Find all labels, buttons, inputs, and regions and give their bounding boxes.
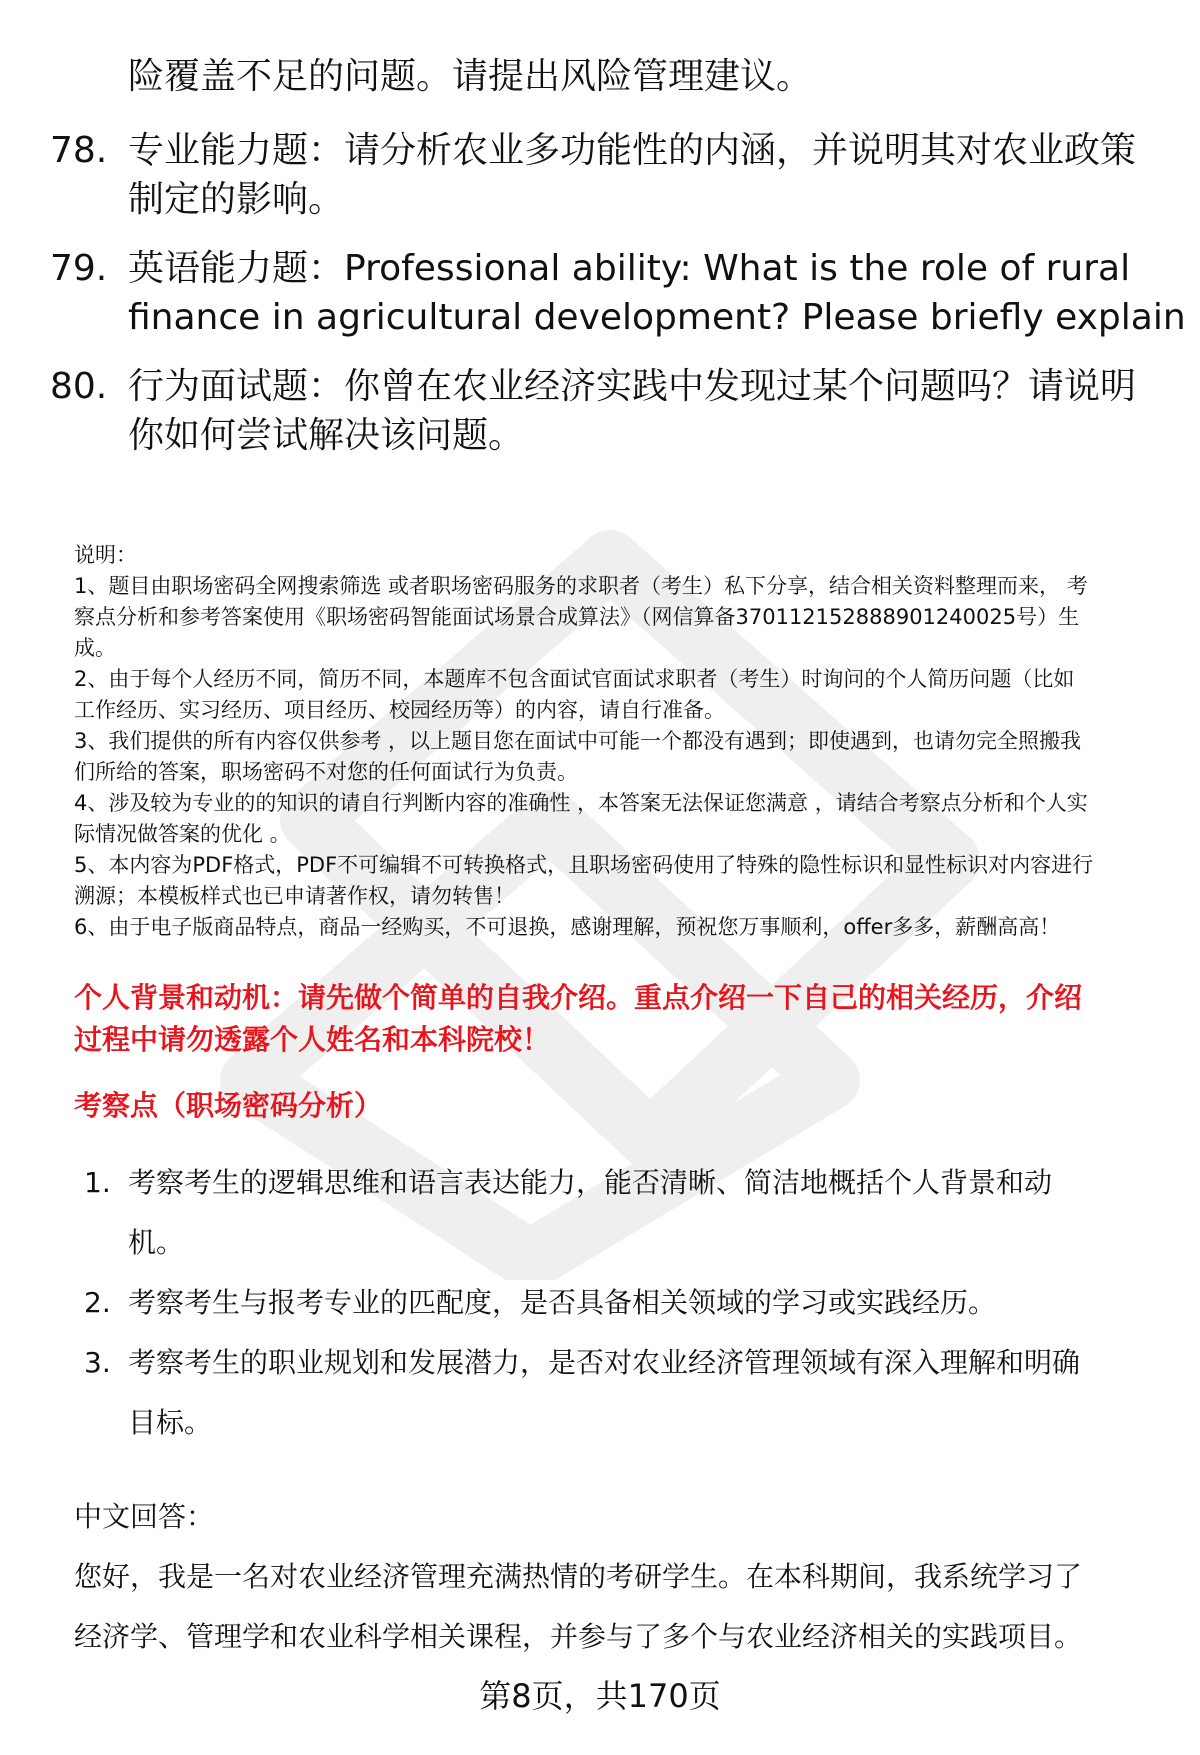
notes-line: 们所给的答案，职场密码不对您的任何面试行为负责。 [74, 760, 578, 784]
notes-line: 工作经历、实习经历、项目经历、校园经历等）的内容，请自行准备。 [74, 698, 725, 722]
question-number: 79. [50, 248, 108, 289]
question-text [128, 244, 1186, 342]
notes-line: 4、涉及较为专业的的知识的请自行判断内容的准确性 ，本答案无法保证您满意 ，请结合考察点分析和个人实 [74, 791, 1088, 815]
question-line: finance in agricultural development? Please briefly explain [128, 297, 1186, 338]
assessment-text [128, 1333, 1168, 1453]
assessment-line: 考察考生的逻辑思维和语言表达能力，能否清晰、简洁地概括个人背景和动 [128, 1166, 1053, 1199]
notes-line: 3、我们提供的所有内容仅供参考 ，以上题目您在面试中可能一个都没有遇到；即使遇到，也请勿完全照搬我 [74, 729, 1082, 753]
assessment-text [128, 1273, 1168, 1333]
assessment-number: 2. [84, 1286, 111, 1319]
answer-title: 中文回答： [74, 1500, 215, 1533]
assessment-title: 考察点（职场密码分析） [74, 1089, 383, 1122]
question-number: 78. [50, 130, 108, 171]
assessment-line: 考察考生的职业规划和发展潜力，是否对农业经济管理领域有深入理解和明确 [128, 1346, 1081, 1379]
notes-line: 溯源；本模板样式也已申请著作权，请勿转售！ [74, 884, 515, 908]
question-line: 行为面试题：你曾在农业经济实践中发现过某个问题吗？请说明 [128, 366, 1137, 407]
question-text [128, 52, 1158, 101]
answer-line: 经济学、管理学和农业科学相关课程，并参与了多个与农业经济相关的实践项目。 [74, 1620, 1083, 1653]
assessment-text [128, 1153, 1168, 1273]
section-heading-line: 个人背景和动机：请先做个简单的自我介绍。重点介绍一下自己的相关经历，介绍 [74, 981, 1083, 1014]
notes-title: 说明： [74, 543, 137, 567]
question-number: 80. [50, 366, 108, 407]
section-heading-line: 过程中请勿透露个人姓名和本科院校！ [74, 1023, 551, 1056]
answer-line: 您好，我是一名对农业经济管理充满热情的考研学生。在本科期间，我系统学习了 [74, 1560, 1083, 1593]
notes-line: 6、由于电子版商品特点，商品一经购买，不可退换，感谢理解，预祝您万事顺利，offer多多，薪酬高高！ [74, 915, 1061, 939]
notes-line: 际情况做答案的优化 。 [74, 822, 291, 846]
notes-line: 2、由于每个人经历不同，简历不同，本题库不包含面试官面试求职者（考生）时询问的个人简历问题（比如 [74, 667, 1075, 691]
assessment-number: 3. [84, 1346, 111, 1379]
notes-line: 察点分析和参考答案使用《职场密码智能面试场景合成算法》（网信算备370112152888901240025号）生 [74, 605, 1080, 629]
assessment-line: 目标。 [128, 1406, 213, 1439]
question-line: 专业能力题：请分析农业多功能性的内涵，并说明其对农业政策 [128, 130, 1137, 171]
question-line: 险覆盖不足的问题。请提出风险管理建议。 [128, 56, 813, 97]
assessment-number: 1. [84, 1166, 111, 1199]
page-number: 第8页，共170页 [479, 1677, 721, 1715]
question-line: 制定的影响。 [128, 179, 345, 220]
assessment-line: 机。 [128, 1226, 185, 1259]
notes-line: 1、题目由职场密码全网搜索筛选 或者职场密码服务的求职者（考生）私下分享，结合相关资料整理而来， 考 [74, 574, 1088, 598]
question-text [128, 362, 1158, 460]
question-text [128, 126, 1158, 224]
notes-line: 成。 [74, 636, 116, 660]
question-line: 你如何尝试解决该问题。 [128, 415, 525, 456]
answer-text [74, 1547, 1154, 1667]
section-heading [74, 977, 1154, 1061]
notes-line: 5、本内容为PDF格式，PDF不可编辑不可转换格式，且职场密码使用了特殊的隐性标识和显性标识对内容进行 [74, 853, 1094, 877]
assessment-line: 考察考生与报考专业的匹配度，是否具备相关领域的学习或实践经历。 [128, 1286, 997, 1319]
notes-block [74, 540, 1154, 943]
question-line: 英语能力题：Professional ability: What is the role of rural [128, 248, 1131, 289]
